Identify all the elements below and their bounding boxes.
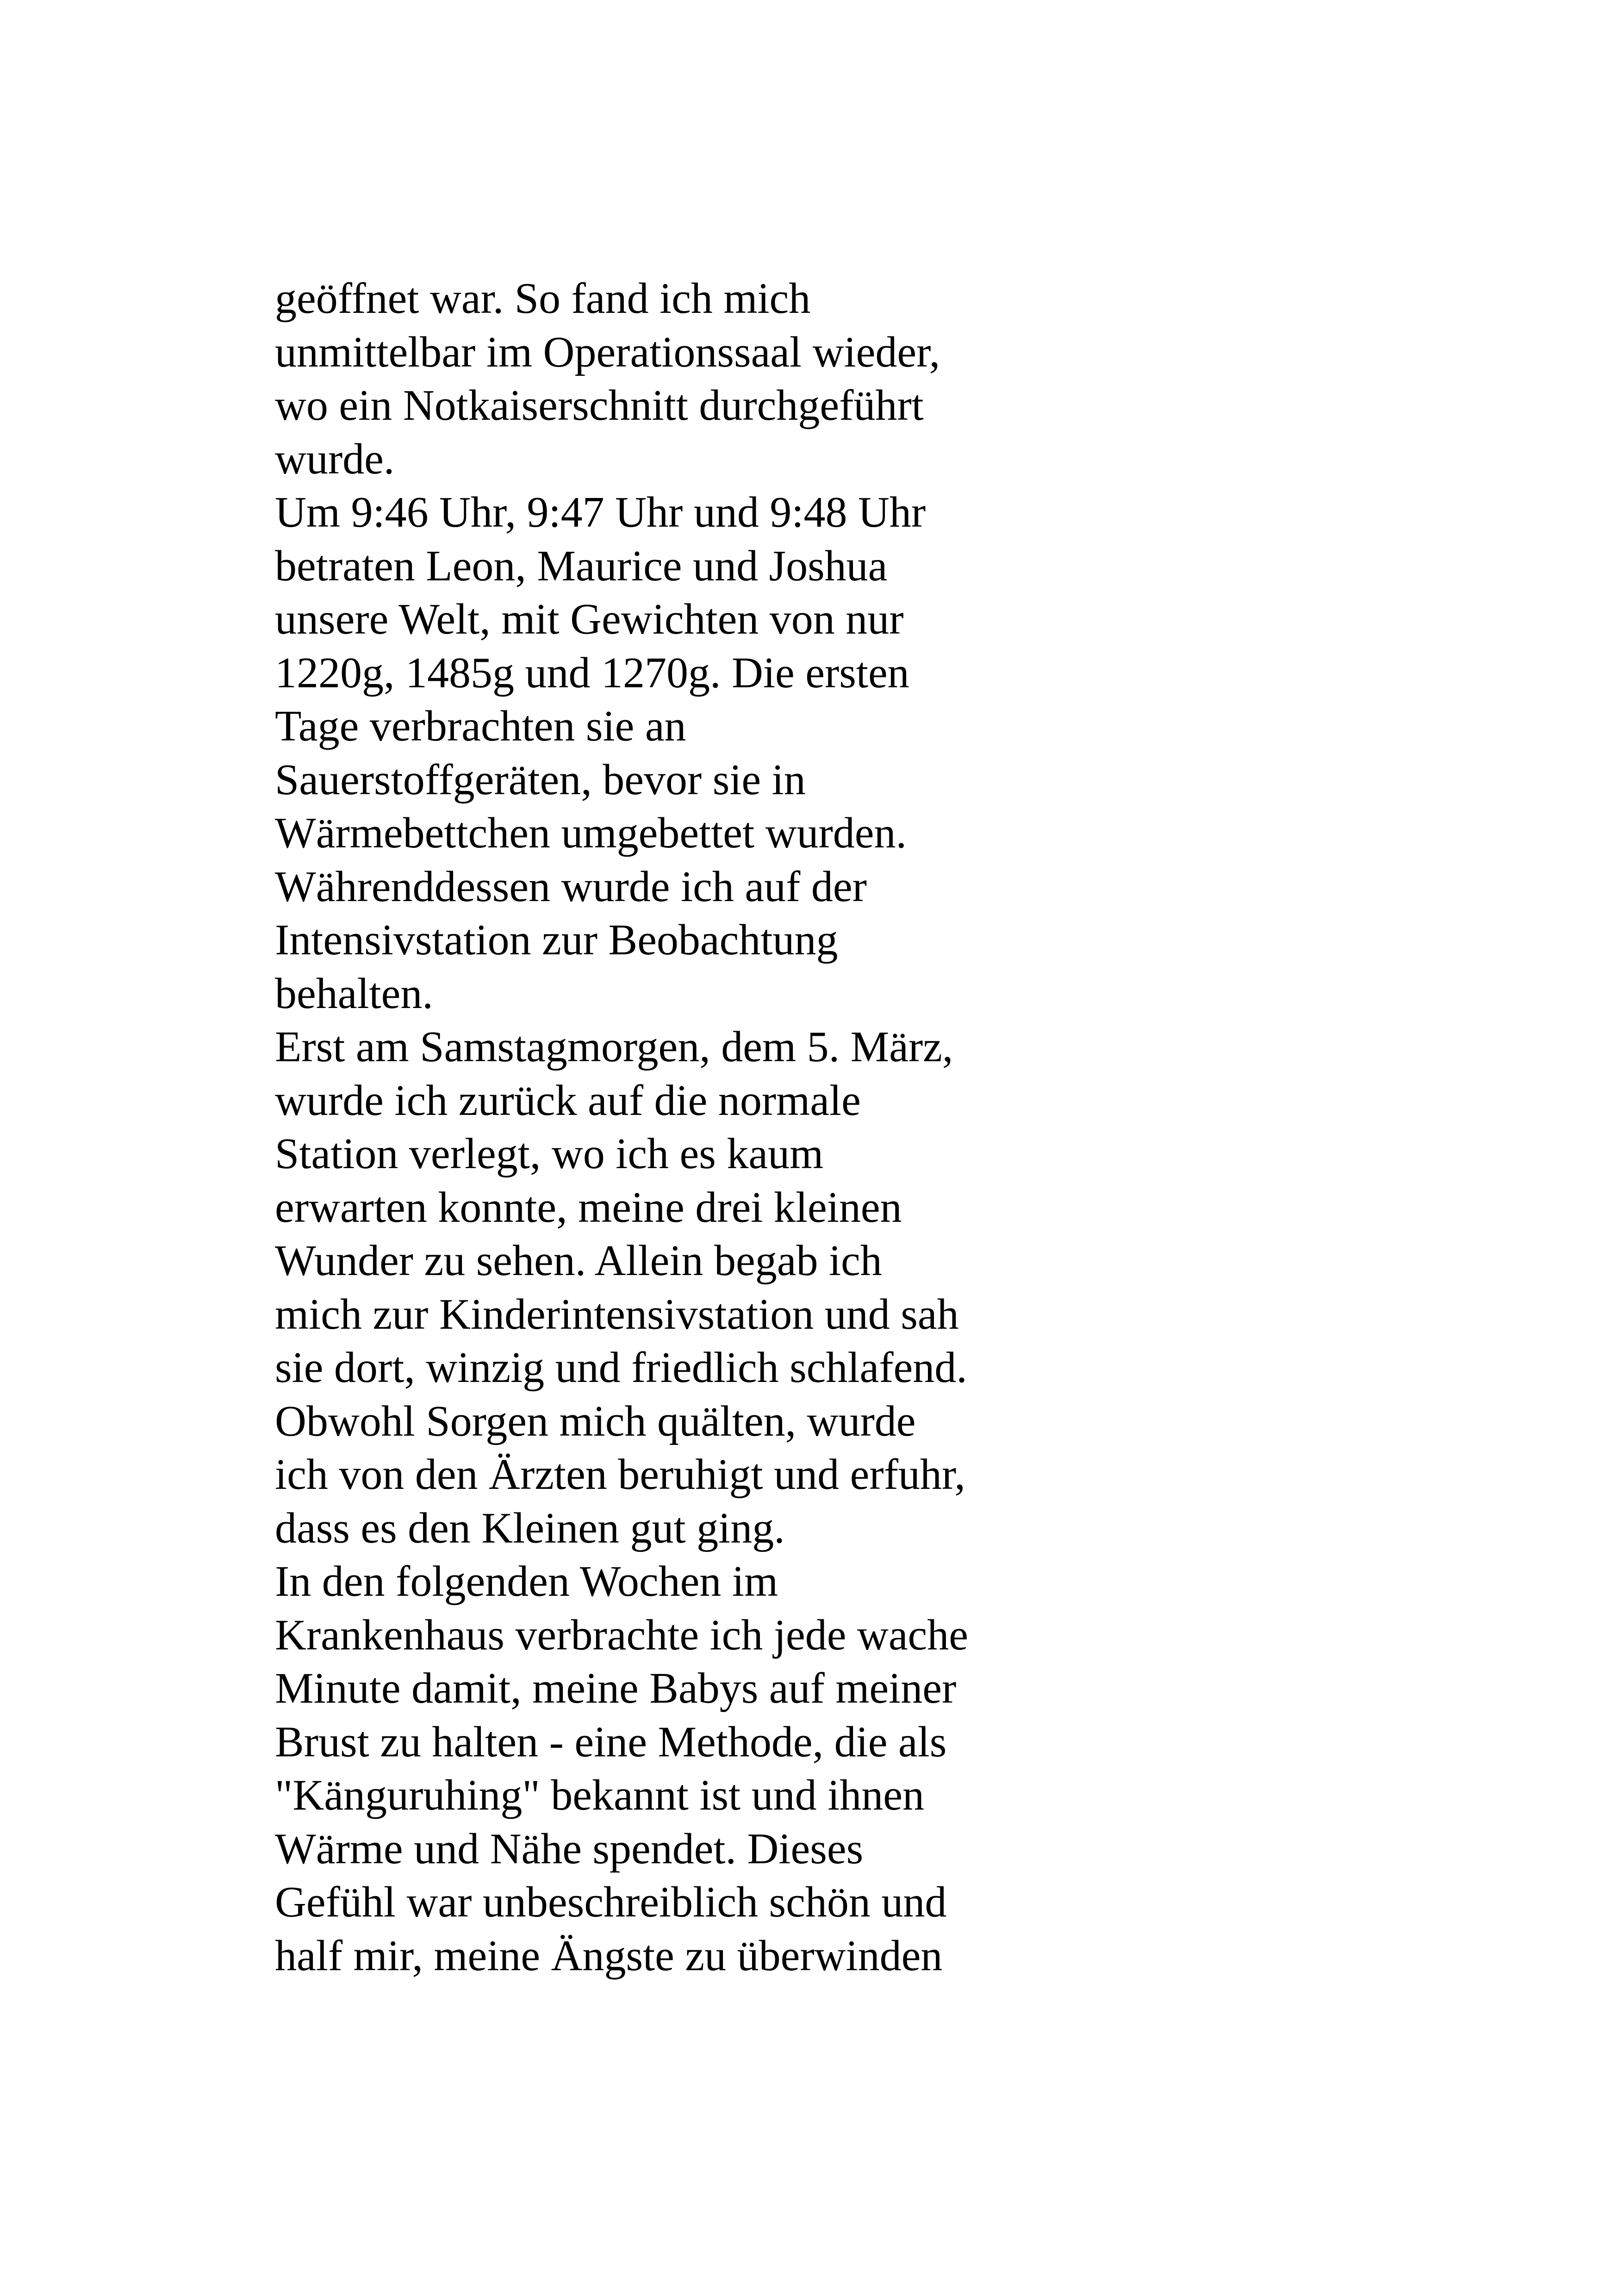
text-line-4: wurde. bbox=[275, 435, 395, 483]
text-line-24: dass es den Kleinen gut ging. bbox=[275, 1504, 785, 1552]
text-line-20: mich zur Kinderintensivstation und sah bbox=[275, 1290, 959, 1338]
text-line-26: Krankenhaus verbrachte ich jede wache bbox=[275, 1611, 968, 1659]
text-line-29: "Känguruhing" bekannt ist und ihnen bbox=[275, 1771, 924, 1819]
body-text bbox=[275, 272, 1062, 1983]
text-line-30: Wärme und Nähe spendet. Dieses bbox=[275, 1824, 864, 1873]
text-line-14: behalten. bbox=[275, 969, 433, 1018]
text-line-22: Obwohl Sorgen mich quälten, wurde bbox=[275, 1397, 916, 1445]
text-line-23: ich von den Ärzten beruhigt und erfuhr, bbox=[275, 1450, 965, 1499]
text-line-15: Erst am Samstagmorgen, dem 5. März, bbox=[275, 1023, 953, 1071]
text-line-17: Station verlegt, wo ich es kaum bbox=[275, 1130, 824, 1178]
text-line-19: Wunder zu sehen. Allein begab ich bbox=[275, 1237, 882, 1285]
text-line-11: Wärmebettchen umgebettet wurden. bbox=[275, 809, 907, 857]
text-line-12: Währenddessen wurde ich auf der bbox=[275, 862, 867, 911]
text-line-3: wo ein Notkaiserschnitt durchgeführt bbox=[275, 381, 924, 429]
text-line-8: 1220g, 1485g und 1270g. Die ersten bbox=[275, 648, 909, 697]
text-line-6: betraten Leon, Maurice und Joshua bbox=[275, 541, 888, 590]
text-line-9: Tage verbrachten sie an bbox=[275, 702, 686, 750]
text-line-16: wurde ich zurück auf die normale bbox=[275, 1076, 861, 1125]
text-line-27: Minute damit, meine Babys auf meiner bbox=[275, 1664, 957, 1712]
text-line-18: erwarten konnte, meine drei kleinen bbox=[275, 1183, 902, 1232]
text-line-13: Intensivstation zur Beobachtung bbox=[275, 916, 838, 964]
text-line-21: sie dort, winzig und friedlich schlafend. bbox=[275, 1344, 967, 1392]
text-line-32: half mir, meine Ängste zu überwinden bbox=[275, 1931, 943, 1980]
text-line-28: Brust zu halten - eine Methode, die als bbox=[275, 1717, 947, 1766]
text-line-1: geöffnet war. So fand ich mich bbox=[275, 274, 811, 323]
text-line-25: In den folgenden Wochen im bbox=[275, 1557, 778, 1605]
text-line-31: Gefühl war unbeschreiblich schön und bbox=[275, 1878, 947, 1926]
text-line-7: unsere Welt, mit Gewichten von nur bbox=[275, 595, 904, 643]
text-line-10: Sauerstoffgeräten, bevor sie in bbox=[275, 755, 806, 804]
text-line-5: Um 9:46 Uhr, 9:47 Uhr und 9:48 Uhr bbox=[275, 488, 926, 536]
text-line-2: unmittelbar im Operationssaal wieder, bbox=[275, 328, 940, 376]
